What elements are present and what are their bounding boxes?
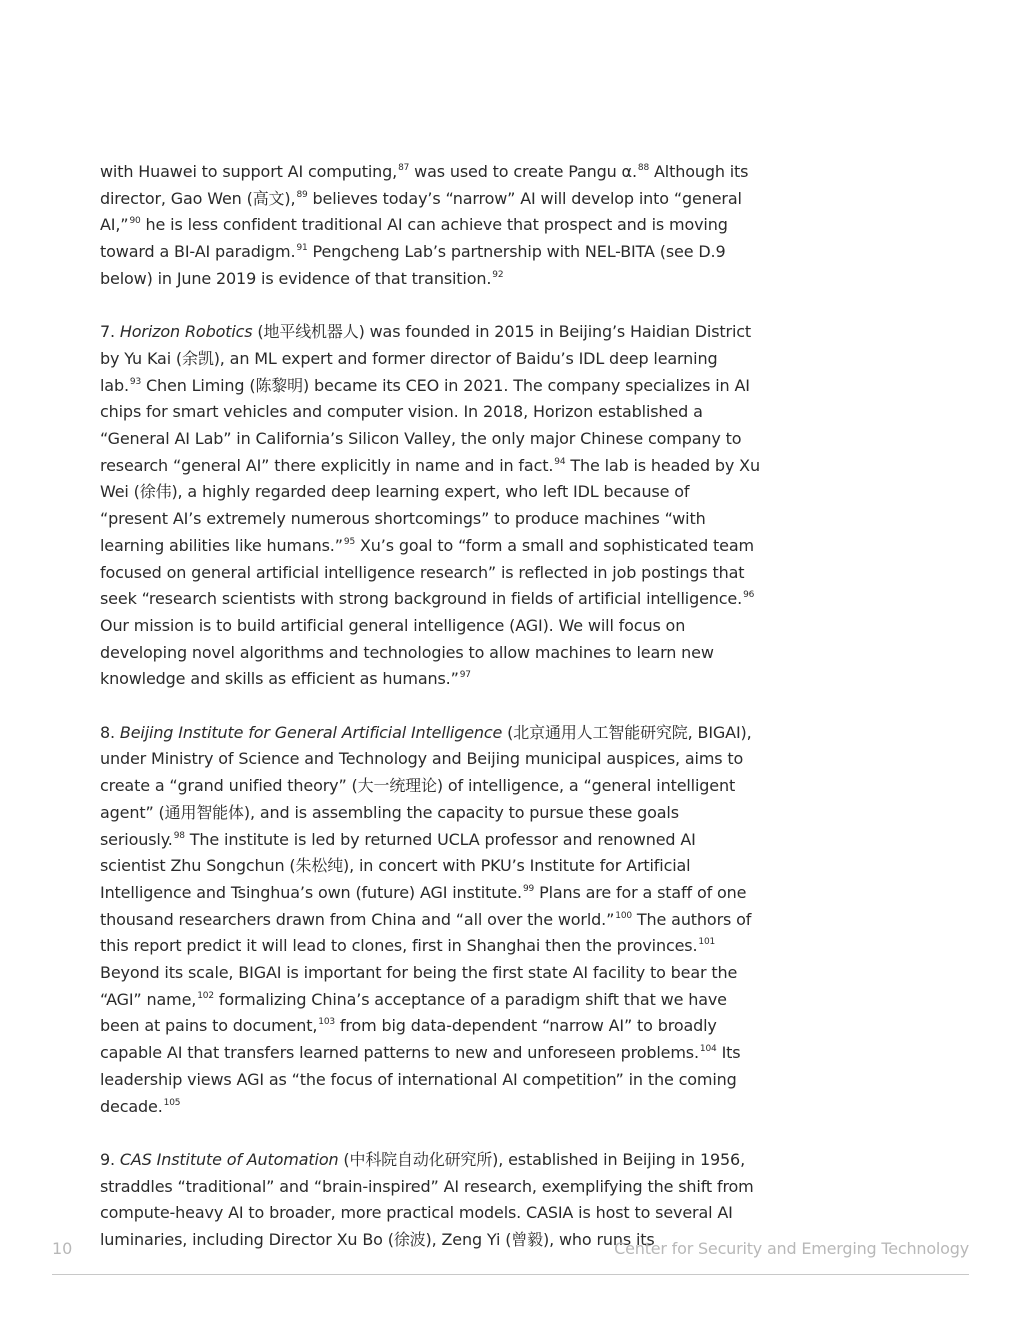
page-number: 10 [52,1239,73,1258]
footnote-ref[interactable]: 103 [318,1017,335,1028]
item-title: Beijing Institute for General Artificial Intelligence [119,722,503,742]
footnote-ref[interactable]: 95 [343,536,356,547]
item-title: Horizon Robotics [119,322,253,342]
footnote-ref[interactable]: 91 [296,243,308,254]
footnote-ref[interactable]: 93 [129,376,142,387]
body-text [100,159,760,1280]
footer-organization: Center for Security and Emerging Technology [614,1239,969,1258]
paragraph-casia: 9. CAS Institute of Automation (中科院自动化研究所), established in Beijing in 1956, straddles “traditional” and “brain-inspired” AI research, exemplifying the shift from compute-heavy AI to broader, more practical models. CASIA is host to several AI luminaries, including Director Xu Bo (徐波), Zeng Yi (曾毅), who runs its [100,1149,754,1250]
footnote-ref[interactable]: 89 [296,189,308,200]
footnote-ref[interactable]: 104 [699,1044,717,1055]
footer-divider [52,1274,969,1275]
footnote-ref[interactable]: 101 [698,937,716,948]
footnote-ref[interactable]: 96 [743,590,755,601]
paragraph-horizon-robotics: 7. Horizon Robotics (地平线机器人) was founded in 2015 in Beijing’s Haidian District by Yu Kai (余凯), an ML expert and former director of Baidu’s IDL deep learning lab.$^{93}$ Chen Liming (陈黎明) became its CEO in 2021. The company specializes in AI chips for smart vehicles and computer vision. In 2018, Horizon established a “General AI Lab” in California’s Silicon Valley, the only major Chinese company to research “general AI” there explicitly in name and in fact.$^{94}$ The lab is headed by Xu Wei (徐伟), a highly regarded deep learning expert, who left IDL because of “present AI’s extremely numerous shortcomings” to produce machines “with learning abilities like humans.”$^{95}$ Xu’s goal to “form a small and sophisticated team focused on general artificial intelligence research” is reflected in job postings that seek “research scientists with strong background in fields of artificial intelligence.$^{96}$ Our mission is to build artificial general intelligence (AGI). We will focus on developing novel algorithms and technologies to allow machines to learn new knowledge and skills as efficient as humans.”$^{97}$ [100,322,760,689]
paragraph-pengcheng-lab: with Huawei to support AI computing,$^{87}$ was used to create Pangu α.$^{88}$ Although its director, Gao Wen (高文),$^{89}$ believes today’s “narrow” AI will develop into “general AI,”$^{90}$ he is less confident traditional AI can achieve that prospect and is moving toward a BI-AI paradigm.$^{91}$ Pengcheng Lab’s partnership with NEL-BITA (see D.9 below) in June 2019 is evidence of that transition.$^{92}$ [100,162,749,288]
footnote-ref[interactable]: 99 [522,883,535,894]
footnote-ref[interactable]: 88 [637,163,650,173]
item-number: 9. [100,1149,120,1169]
footnote-ref[interactable]: 105 [163,1097,181,1108]
footnote-ref[interactable]: 90 [129,216,141,227]
footnote-ref[interactable]: 102 [197,990,214,1001]
paragraph-bigai: 8. Beijing Institute for General Artificial Intelligence (北京通用人工智能研究院, BIGAI), under Ministry of Science and Technology and Beijing municipal auspices, aims to create a “grand unified theory” (大一统理论) of intelligence, a “general intelligent agent” (通用智能体), and is assembling the capacity to pursue these goals seriously.$^{98}$ The institute is led by returned UCLA professor and renowned AI scientist Zhu Songchun (朱松纯), in concert with PKU’s Institute for Artificial Intelligence and Tsinghua’s own (future) AGI institute.$^{99}$ Plans are for a staff of one thousand researchers drawn from China and “all over the world.”$^{100}$ The authors of this report predict it will lead to clones, first in Shanghai then the provinces.$^{101}$ Beyond its scale, BIGAI is important for being the first state AI facility to bear the “AGI” name,$^{102}$ formalizing China’s acceptance of a paradigm shift that we have been at pains to document,$^{103}$ from big data-dependent “narrow AI” to broadly capable AI that transfers learned patterns to new and unforeseen problems.$^{104}$ Its leadership views AGI as “the focus of international AI competition” in the coming decade.$^{105}$ [100,722,752,1116]
footnote-ref[interactable]: 94 [554,456,566,467]
footnote-ref[interactable]: 100 [615,910,632,921]
item-number: 7. [100,322,120,342]
footnote-ref[interactable]: 98 [173,830,185,841]
footnote-ref[interactable]: 92 [492,269,504,280]
footnote-ref[interactable]: 87 [398,163,410,173]
footnote-ref[interactable]: 97 [459,670,471,681]
item-title: CAS Institute of Automation [119,1149,339,1169]
item-number: 8. [100,722,120,742]
